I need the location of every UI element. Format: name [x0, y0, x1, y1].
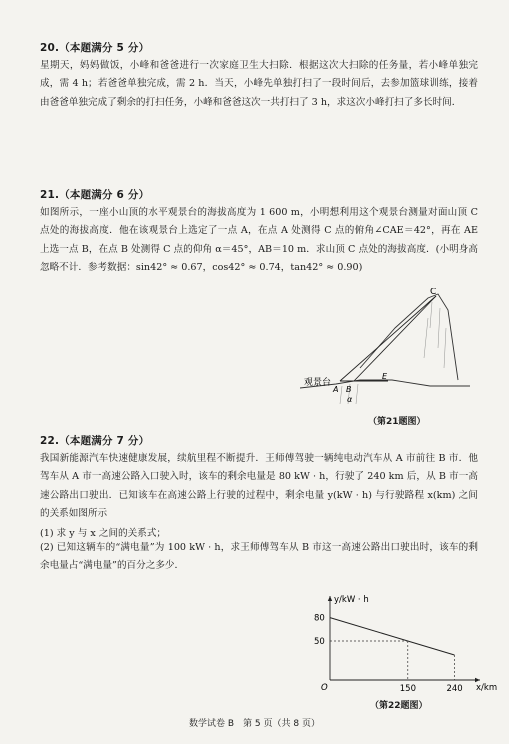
mountain-hatch [424, 302, 446, 368]
x-axis-label: x/km [476, 683, 498, 693]
label-a: A [333, 385, 339, 394]
q20-text: 星期天，妈妈做饭，小峰和爸爸进行一次家庭卫生大扫除．根据这次大扫除的任务量，若小峰单独完成，需 4 h；若爸爸单独完成，需 2 h．当天，小峰先单独打扫了一段时间后，去参加篮球训练，接着由爸爸单独完成了剩余的打扫任务，小峰和爸爸这次一共打扫了 3 h，求这次小峰打扫了多长时间． [40, 60, 478, 108]
x-axis-arrow [475, 678, 480, 682]
q21-text: 如图所示，一座小山顶的水平观景台的海拔高度为 1 600 m，小明想利用这个观景台测量对面山顶 C 点处的海拔高度．他在该观景台上选定了一点 A，在点 A 处测得 C 点的俯角∠CAE＝42°，再在 AE 上选一点 B，在点 B 处测得 C 点的仰角 α＝45°，AB＝10 m．求山顶 C 点处的海拔高度．(小明身高忽略不计．参考数据：sin42° ≈ 0.67，cos42° ≈ 0.74，tan42° ≈ 0.90) [40, 207, 478, 274]
label-alpha: α [347, 395, 353, 404]
q22-caption: （第22题图） [370, 701, 428, 711]
page-footer: 数学试卷 B 第 5 页（共 8 页） [189, 719, 320, 729]
sight-line-ac [340, 296, 436, 381]
label-e: E [382, 372, 388, 381]
q22-part2: (2) 已知这辆车的“满电量”为 100 kW · h，求王师傅驾车从 B 市这一高速公路出口驶出时，该车的剩余电量占“满电量”的百分之多少． [40, 542, 478, 572]
sight-line-bc [354, 296, 436, 381]
origin-label: O [321, 683, 328, 693]
q22-heading: 22.（本题满分 7 分） [40, 435, 150, 447]
q22-text: 我国新能源汽车快速健康发展，续航里程不断提升．王师傅驾驶一辆纯电动汽车从 A 市前往 B 市．他驾车从 A 市一高速公路入口驶入时，该车的剩余电量是 80 kW · h，行驶了 240 km 后，从 B 市一高速公路出口驶出．已知该车在高速公路上行驶的过程中，剩余电量 y(kW · h) 与行驶路程 x(km) 之间的关系如图所示 [40, 453, 478, 520]
y-axis-label: y/kW · h [334, 595, 369, 605]
q21-caption: （第21题图） [368, 417, 426, 427]
label-c: C [430, 288, 437, 297]
y-tick-label: 50 [314, 637, 325, 647]
label-platform: 观景台 [304, 378, 332, 388]
q21-figure [300, 288, 470, 408]
q22-chart [300, 592, 500, 698]
q21-heading: 21.（本题满分 6 分） [40, 189, 150, 201]
label-b: B [346, 385, 352, 394]
mountain-outline [360, 294, 458, 380]
q20-heading: 20.（本题满分 5 分） [40, 42, 150, 54]
x-tick-label: 240 [446, 684, 463, 694]
y-tick-label: 80 [314, 613, 325, 624]
series-line [330, 618, 454, 655]
q22-part1: (1) 求 y 与 x 之间的关系式； [40, 528, 167, 539]
x-tick-label: 150 [399, 684, 417, 694]
y-axis-arrow [328, 596, 332, 601]
